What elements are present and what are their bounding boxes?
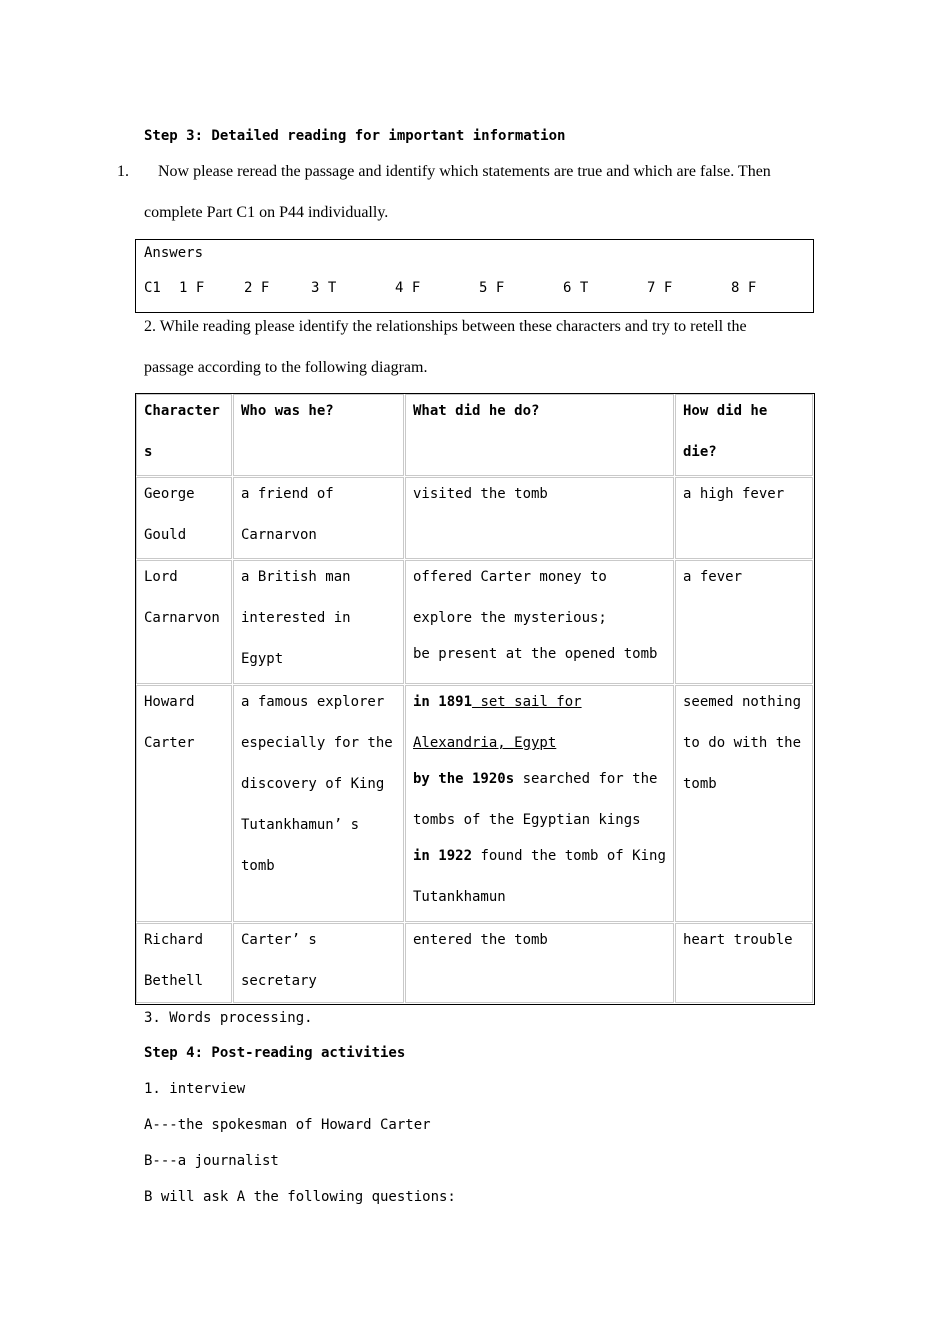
header-cell-who [233,394,404,476]
what-cell [405,477,674,559]
how-cell [675,560,813,684]
answer-item: 5 F [479,280,505,296]
item2-line2: passage according to the following diagram. [144,359,428,376]
step4-instruction: B will ask A the following questions: [144,1189,456,1205]
how-text: a high fever [683,486,785,502]
step4-item1: 1. interview [144,1081,246,1097]
year-1891: in 1891 [413,694,473,710]
what-cell [405,685,674,922]
header-how-line2: die? [683,444,717,460]
answer-item: 6 T [563,280,589,296]
table-row [136,560,232,684]
header-characters-line2: s [144,444,153,460]
item1-line2: complete Part C1 on P44 individually. [144,204,389,221]
event-text: searched for the [514,771,658,787]
who-text: Carter’ s [241,932,317,948]
header-cell-characters [136,394,232,476]
item1-line1: Now please reread the passage and identify which statements are true and which are false. Then [158,163,771,180]
how-cell [675,923,813,1003]
item1-number: 1. [117,163,129,180]
character-name: Carnarvon [144,610,220,626]
item3-words-processing: 3. Words processing. [144,1010,313,1026]
what-text [413,769,657,789]
who-text: a friend of [241,486,334,502]
role-b: B---a journalist [144,1153,279,1169]
how-text: heart trouble [683,932,793,948]
who-text: Egypt [241,651,284,667]
what-text: offered Carter money to [413,569,607,585]
what-text: Tutankhamun [413,889,506,905]
who-cell [233,923,404,1003]
how-text: to do with the [683,735,802,751]
who-cell [233,477,404,559]
how-cell [675,685,813,922]
character-name: Bethell [144,973,204,989]
table-row [136,685,232,922]
who-text: Carnarvon [241,527,317,543]
answer-item: 2 F [244,280,270,296]
header-what: What did he do? [413,403,540,419]
who-text: especially for the [241,735,393,751]
header-characters-line1: Character [144,403,220,419]
who-text: Tutankhamun’ s [241,817,360,833]
what-text: be present at the opened tomb [413,646,658,662]
header-cell-what [405,394,674,476]
header-who: Who was he? [241,403,334,419]
what-text: tombs of the Egyptian kings [413,812,641,828]
character-name: George [144,486,195,502]
item2-line1: 2. While reading please identify the relationships between these characters and try to retell the [144,318,747,335]
event-text: found the tomb of King [472,848,666,864]
answers-prefix: C1 [144,280,161,296]
answer-item: 1 F [179,280,205,296]
how-text: seemed nothing [683,694,802,710]
what-cell [405,923,674,1003]
event-text: set sail for [472,694,582,710]
answer-item: 8 F [731,280,757,296]
who-text: discovery of King [241,776,385,792]
how-text: a fever [683,569,743,585]
what-text [413,846,666,866]
how-cell [675,477,813,559]
what-text: explore the mysterious; [413,610,607,626]
character-name: Richard [144,932,204,948]
role-a: A---the spokesman of Howard Carter [144,1117,431,1133]
characters-table [135,393,815,1005]
step3-heading: Step 3: Detailed reading for important information [144,128,566,144]
what-text: entered the tomb [413,932,548,948]
who-text: interested in [241,610,351,626]
character-name: Carter [144,735,195,751]
what-text: Alexandria, Egypt [413,735,557,751]
character-name: Gould [144,527,187,543]
who-text: a British man [241,569,351,585]
step4-heading: Step 4: Post-reading activities [144,1045,406,1061]
header-cell-how [675,394,813,476]
answer-item: 7 F [647,280,673,296]
what-text: visited the tomb [413,486,548,502]
year-1920s: by the 1920s [413,771,515,787]
what-cell [405,560,674,684]
who-cell [233,685,404,922]
who-cell [233,560,404,684]
who-text: secretary [241,973,317,989]
character-name: Howard [144,694,195,710]
answers-box [135,239,814,313]
year-1922: in 1922 [413,848,473,864]
answer-item: 4 F [395,280,421,296]
who-text: tomb [241,858,275,874]
answers-label: Answers [144,245,204,261]
table-row [136,923,232,1003]
table-row [136,477,232,559]
who-text: a famous explorer [241,694,385,710]
what-text [413,692,582,712]
how-text: tomb [683,776,717,792]
character-name: Lord [144,569,178,585]
header-how-line1: How did he [683,403,768,419]
answer-item: 3 T [311,280,337,296]
